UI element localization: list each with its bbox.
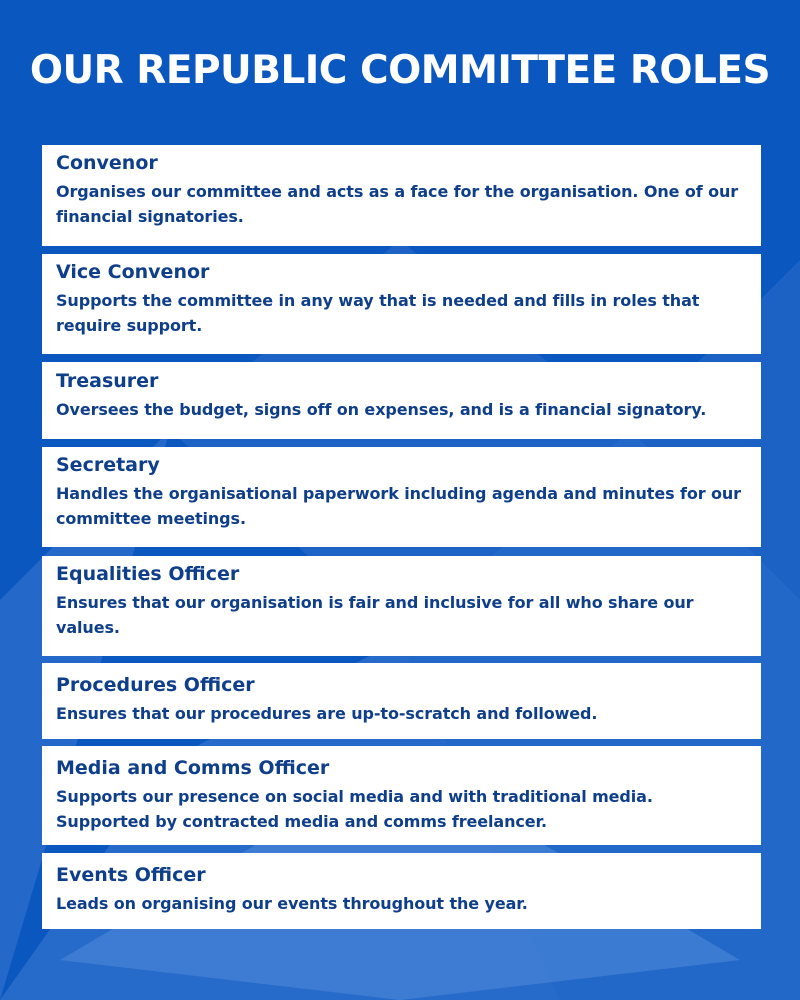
role-card-procedures-officer: [42, 663, 761, 739]
role-card-equalities-officer: [42, 556, 761, 656]
role-card-media-and-comms-officer: [42, 746, 761, 845]
role-card-treasurer: [42, 362, 761, 439]
role-card-events-officer: [42, 853, 761, 929]
role-name: Treasurer: [56, 370, 159, 392]
role-name: Secretary: [56, 454, 160, 476]
role-description: Organises our committee and acts as a face for the organisation. One of our financial signatories.: [56, 182, 739, 226]
role-name: Events Officer: [56, 864, 206, 886]
role-name: Convenor: [56, 152, 158, 174]
role-description: Oversees the budget, signs off on expenses, and is a financial signatory.: [56, 400, 707, 419]
role-description: Ensures that our procedures are up-to-scratch and followed.: [56, 704, 598, 723]
role-description: Leads on organising our events throughout the year.: [56, 894, 528, 913]
role-card-convenor: [42, 145, 761, 246]
role-description: Ensures that our organisation is fair and inclusive for all who share our values.: [56, 593, 694, 637]
role-description: Handles the organisational paperwork including agenda and minutes for our committee meetings.: [56, 484, 741, 528]
role-description: Supports the committee in any way that is needed and fills in roles that require support.: [56, 291, 700, 335]
role-card-vice-convenor: [42, 254, 761, 354]
role-name: Procedures Officer: [56, 674, 255, 696]
page-title: OUR REPUBLIC COMMITTEE ROLES: [29, 48, 771, 93]
role-name: Vice Convenor: [56, 261, 210, 283]
role-description: Supports our presence on social media and with traditional media. Supported by contracted media and comms freelancer.: [56, 787, 653, 831]
role-name: Media and Comms Officer: [56, 757, 330, 779]
role-card-secretary: [42, 447, 761, 547]
role-name: Equalities Officer: [56, 563, 240, 585]
